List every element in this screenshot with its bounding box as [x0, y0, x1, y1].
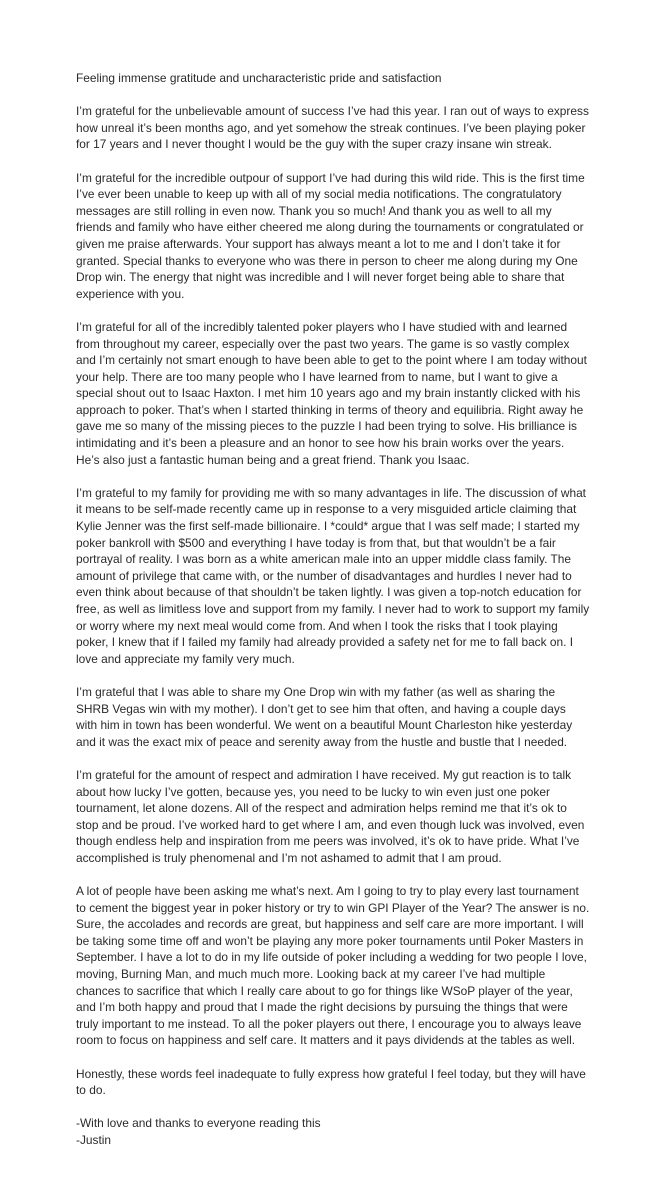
- signoff: [76, 1115, 590, 1148]
- signoff-line: -With love and thanks to everyone reading this: [76, 1116, 321, 1131]
- document-title: Feeling immense gratitude and uncharacteristic pride and satisfaction: [76, 71, 442, 85]
- paragraph-family: I’m grateful to my family for providing me with so many advantages in life. The discussion of what it means to be self-made recently came up in response to a very misguided article claiming that Kylie Jenner was the first self-made billionaire. I *could* argue that I was self made; I started my poker bankroll with $500 and everything I have today is from that, but that wouldn’t be a fair portrayal of reality. I was born as a white american male into an upper middle class family. The amount of privilege that came with, or the number of disadvantages and hurdles I never had to even think about because of that shouldn’t be taken lightly. I was given a top-notch education for free, as well as limitless love and support from my family. I never had to work to support my family or worry where my next meal would come from. And when I took the risks that I took playing poker, I knew that if I failed my family had already provided a safety net for me to fall back on. I love and appreciate my family very much.: [76, 485, 590, 666]
- paragraph-whats-next: A lot of people have been asking me what’s next. Am I going to try to play every last tournament to cement the biggest year in poker history or try to win GPI Player of the Year? The answer is no. Sure, the accolades and records are great, but happiness and self care are more important. I will be taking some time off and won’t be playing any more poker tournaments until Poker Masters in September. I have a lot to do in my life outside of poker including a wedding for two people I love, moving, Burning Man, and much much more. Looking back at my career I’ve had multiple chances to sacrifice that which I really care about to go for things like WSoP player of the year, and I’m both happy and proud that I made the right decisions by pursuing the things that were truly important to me instead. To all the poker players out there, I encourage you to always leave room to focus on happiness and self care. It matters and it pays dividends at the tables as well.: [76, 884, 590, 1048]
- signoff-name: -Justin: [76, 1133, 112, 1147]
- paragraph-father: I’m grateful that I was able to share my One Drop win with my father (as well as sharing the SHRB Vegas win with my mother). I don’t get to see him that often, and having a couple days with him in town has been wonderful. We went on a beautiful Mount Charleston hike yesterday and it was the exact mix of peace and serenity away from the hustle and bustle that I needed.: [76, 684, 573, 749]
- paragraph-closing: Honestly, these words feel inadequate to fully express how grateful I feel today, but they will have to do.: [76, 1066, 586, 1098]
- document-body: [76, 70, 590, 1149]
- paragraph-success: I’m grateful for the unbelievable amount of success I’ve had this year. I ran out of ways to express how unreal it’s been months ago, and yet somehow the streak continues. I’ve been playing poker for 17 years and I never thought I would be the guy with the super crazy insane win streak.: [76, 104, 589, 152]
- paragraph-support: I’m grateful for the incredible outpour of support I’ve had during this wild ride. This is the first time I’ve ever been unable to keep up with all of my social media notifications. The congratulatory messages are still rolling in even now. Thank you so much! And thank you as well to all my friends and family who have either cheered me along during the tournaments or congratulated or given me praise afterwards. Your support has always meant a lot to me and I don’t take it for granted. Special thanks to everyone who was there in person to cheer me along during my One Drop win. The energy that night was incredible and I will never forget being able to share that experience with you.: [76, 170, 585, 301]
- paragraph-respect: I’m grateful for the amount of respect and admiration I have received. My gut reaction is to talk about how lucky I’ve gotten, because yes, you need to be lucky to win even just one poker tournament, let alone dozens. All of the respect and admiration helps remind me that it’s ok to stop and be proud. I’ve worked hard to get where I am, and even though luck was involved, even though endless help and inspiration from me peers was involved, it’s ok to have pride. What I’ve accomplished is truly phenomenal and I’m not ashamed to admit that I am proud.: [76, 767, 585, 865]
- paragraph-players: I’m grateful for all of the incredibly talented poker players who I have studied with and learned from throughout my career, especially over the past two years. The game is so vastly complex and I’m certainly not smart enough to have been able to get to the point where I am today without your help. There are too many people who I have learned from to name, but I want to give a special shout out to Isaac Haxton. I met him 10 years ago and my brain instantly clicked with his approach to poker. That’s when I started thinking in terms of theory and equilibria. Right away he gave me so many of the missing pieces to the puzzle I had been trying to solve. His brilliance is intimidating and it’s been a pleasure and an honor to see how his brain works over the years. He’s also just a fantastic human being and a great friend. Thank you Isaac.: [76, 319, 587, 467]
